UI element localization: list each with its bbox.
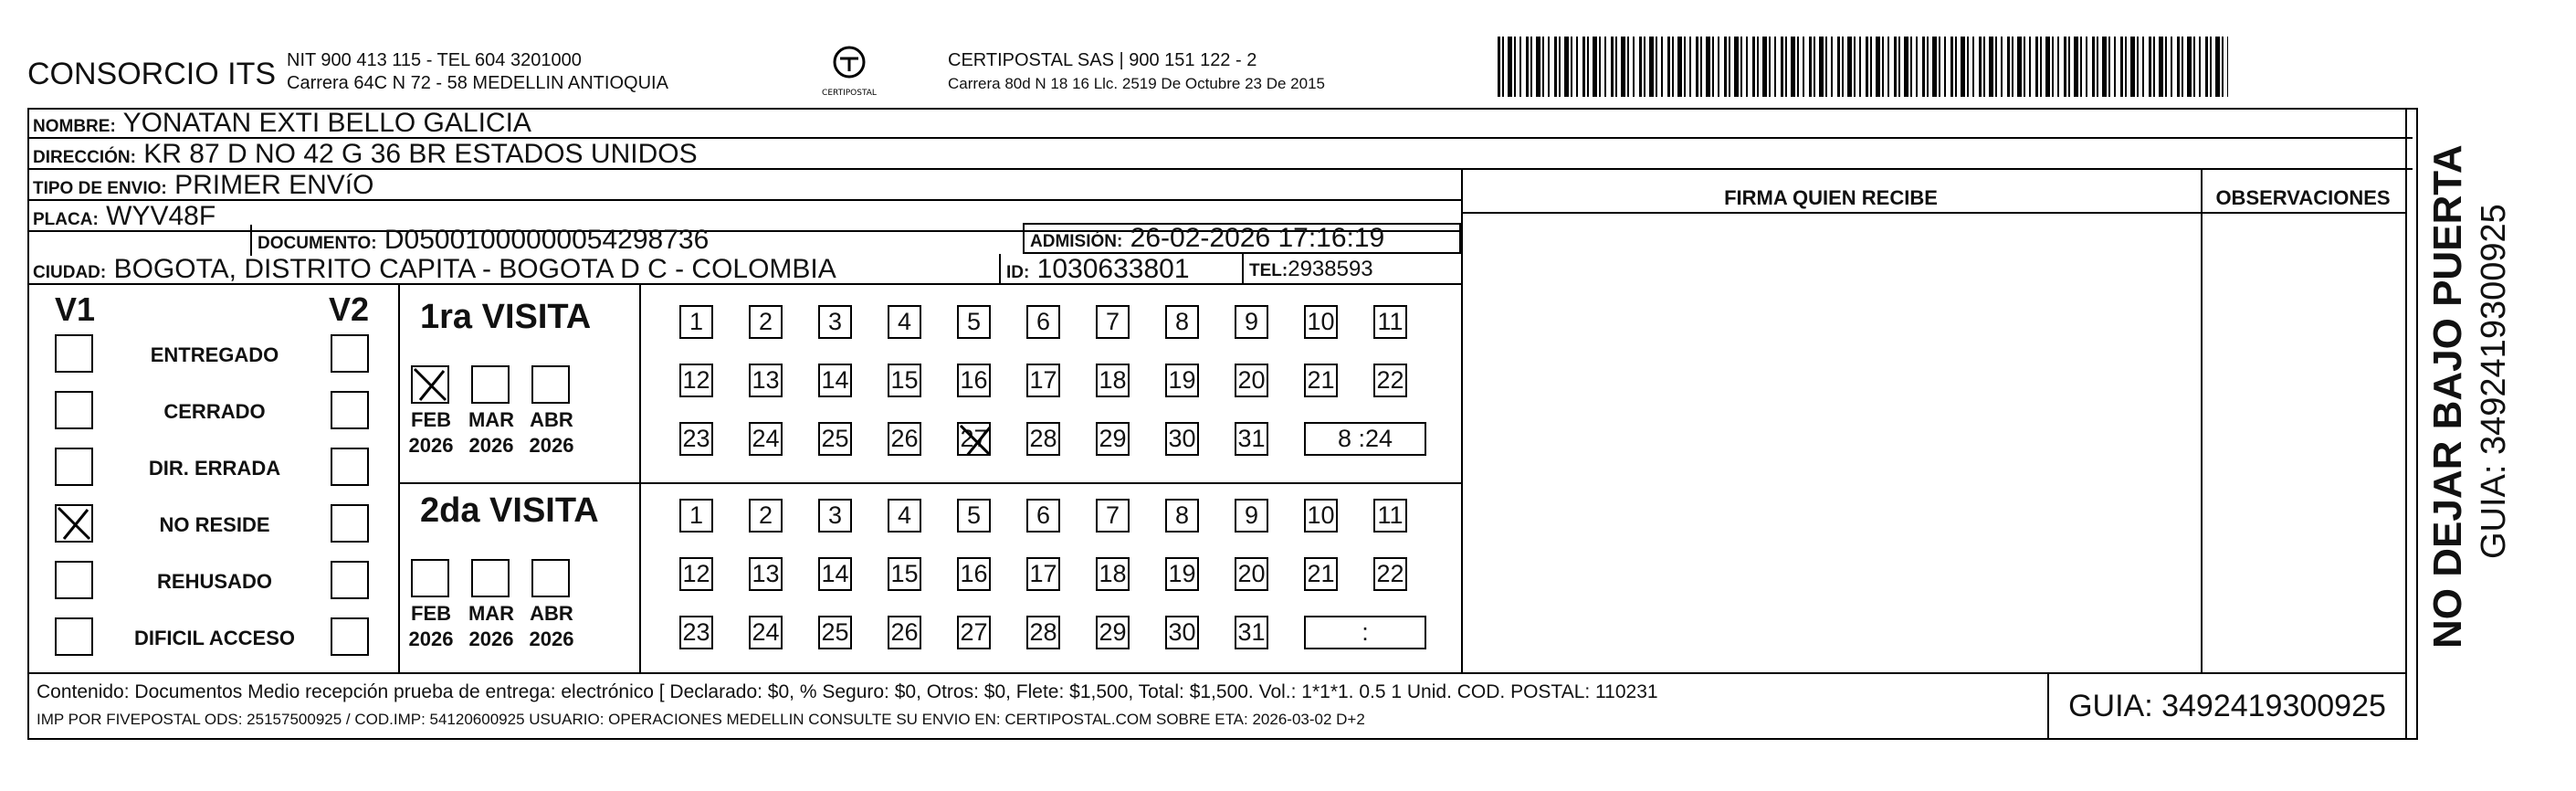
certipostal-line: CERTIPOSTAL SAS | 900 151 122 - 2 bbox=[948, 50, 1257, 70]
month-checkbox[interactable] bbox=[531, 365, 570, 404]
v1-label: V1 bbox=[55, 290, 96, 328]
month-name: FEB bbox=[411, 602, 451, 625]
barcode bbox=[1498, 37, 2228, 97]
id-value: 1030633801 bbox=[1036, 254, 1190, 284]
month-checkbox[interactable] bbox=[411, 559, 449, 597]
day-box[interactable]: 10 bbox=[1304, 305, 1338, 339]
day-box[interactable]: 23 bbox=[679, 616, 713, 649]
status-label: REHUSADO bbox=[157, 570, 272, 593]
status-v2-checkbox[interactable] bbox=[331, 617, 369, 656]
day-box[interactable]: 8 bbox=[1165, 305, 1199, 339]
guia-box: GUIA: 3492419300925 bbox=[2047, 672, 2407, 740]
day-box[interactable]: 18 bbox=[1096, 557, 1130, 591]
day-box[interactable]: 21 bbox=[1304, 364, 1338, 397]
day-box[interactable]: 24 bbox=[749, 616, 783, 649]
month-year: 2026 bbox=[468, 434, 514, 457]
month-year: 2026 bbox=[408, 434, 454, 457]
ciudad-row bbox=[27, 254, 1461, 285]
admision-field bbox=[1023, 223, 1461, 254]
day-box[interactable]: 26 bbox=[888, 422, 921, 456]
visit-separator bbox=[398, 482, 1461, 484]
day-box[interactable]: 2 bbox=[749, 499, 783, 533]
month-name: MAR bbox=[468, 602, 515, 625]
status-label: DIR. ERRADA bbox=[148, 457, 281, 480]
side-guia-text: GUIA: 3492419300925 bbox=[2475, 204, 2513, 559]
placa-value: WYV48F bbox=[106, 201, 216, 231]
month-label bbox=[524, 601, 579, 652]
month-name: ABR bbox=[530, 408, 573, 431]
status-v1-checkbox[interactable] bbox=[55, 561, 93, 599]
month-label bbox=[404, 601, 458, 652]
day-box[interactable]: 28 bbox=[1026, 422, 1060, 456]
day-box[interactable]: 27 bbox=[957, 616, 991, 649]
firma-label: FIRMA QUIEN RECIBE bbox=[1724, 186, 1938, 209]
company-info bbox=[287, 49, 668, 95]
day-box[interactable]: 16 bbox=[957, 364, 991, 397]
status-v1-checkbox[interactable] bbox=[55, 391, 93, 429]
day-box[interactable]: 8 bbox=[1165, 499, 1199, 533]
day-box[interactable]: 29 bbox=[1096, 422, 1130, 456]
month-label bbox=[464, 601, 519, 652]
day-box[interactable]: 31 bbox=[1235, 616, 1268, 649]
status-label: ENTREGADO bbox=[150, 343, 279, 366]
nombre-row bbox=[27, 108, 2413, 139]
direccion-label: DIRECCIÓN: bbox=[33, 148, 136, 167]
status-v2-checkbox[interactable] bbox=[331, 561, 369, 599]
ciudad-label: CIUDAD: bbox=[33, 263, 107, 282]
month-checkbox[interactable] bbox=[471, 365, 510, 404]
firma-left-border bbox=[1461, 170, 1463, 674]
day-box[interactable]: 30 bbox=[1165, 616, 1199, 649]
day-box[interactable]: 20 bbox=[1235, 364, 1268, 397]
status-v1-checkbox[interactable] bbox=[55, 334, 93, 373]
day-box[interactable]: 17 bbox=[1026, 557, 1060, 591]
day-box[interactable]: 30 bbox=[1165, 422, 1199, 456]
day-box[interactable]: 3 bbox=[818, 305, 852, 339]
status-label: CERRADO bbox=[163, 400, 266, 423]
day-box[interactable]: 28 bbox=[1026, 616, 1060, 649]
tel-label: TEL: bbox=[1249, 261, 1288, 280]
day-box[interactable]: 15 bbox=[888, 364, 921, 397]
day-box[interactable]: 14 bbox=[818, 364, 852, 397]
divider bbox=[1242, 254, 1244, 285]
divider bbox=[999, 254, 1001, 285]
tipo-value: PRIMER ENVíO bbox=[174, 170, 374, 200]
day-box[interactable]: 23 bbox=[679, 422, 713, 456]
day-box[interactable]: 16 bbox=[957, 557, 991, 591]
imp-text: IMP POR FIVEPOSTAL ODS: 25157500925 / COD.IMP: 54120600925 USUARIO: OPERACIONES MEDELLIN CONSULTE SU ENVIO EN: CERTIPOSTAL.COM SOBRE ETA: 2026-03-02 D+2 bbox=[37, 711, 1365, 728]
day-box[interactable]: 31 bbox=[1235, 422, 1268, 456]
day-box[interactable]: 7 bbox=[1096, 499, 1130, 533]
day-box[interactable]: 12 bbox=[679, 557, 713, 591]
documento-value: D05001000000054298736 bbox=[384, 225, 710, 255]
day-box[interactable]: 20 bbox=[1235, 557, 1268, 591]
day-box[interactable]: 6 bbox=[1026, 499, 1060, 533]
month-year: 2026 bbox=[529, 628, 574, 650]
day-box[interactable]: 25 bbox=[818, 616, 852, 649]
day-box[interactable]: 1 bbox=[679, 305, 713, 339]
status-v2-checkbox[interactable] bbox=[331, 391, 369, 429]
status-label: NO RESIDE bbox=[159, 513, 270, 536]
day-box[interactable]: 25 bbox=[818, 422, 852, 456]
month-year: 2026 bbox=[468, 628, 514, 650]
month-year: 2026 bbox=[529, 434, 574, 457]
contenido-text: Contenido: Documentos Medio recepción prueba de entrega: electrónico [ Declarado: $0, % Seguro: $0, Otros: $0, Flete: $1,500, Total: $1,500. Vol.: 1*1*1. 0.5 1 Unid. COD. POSTAL: 110231 bbox=[37, 681, 1658, 702]
tel-field bbox=[1249, 254, 1373, 287]
ciudad-value: BOGOTA, DISTRITO CAPITA - BOGOTA D C - COLOMBIA bbox=[113, 254, 836, 284]
month-name: FEB bbox=[411, 408, 451, 431]
day-box[interactable]: 11 bbox=[1373, 499, 1407, 533]
status-v2-checkbox[interactable] bbox=[331, 504, 369, 543]
day-box[interactable]: 19 bbox=[1165, 557, 1199, 591]
direccion-value: KR 87 D NO 42 G 36 BR ESTADOS UNIDOS bbox=[143, 139, 698, 169]
divider bbox=[250, 225, 252, 256]
day-box[interactable]: 9 bbox=[1235, 305, 1268, 339]
day-box[interactable]: 10 bbox=[1304, 499, 1338, 533]
day-box[interactable]: 26 bbox=[888, 616, 921, 649]
day-box[interactable]: 4 bbox=[888, 499, 921, 533]
nombre-value: YONATAN EXTI BELLO GALICIA bbox=[122, 108, 531, 138]
day-box[interactable]: 1 bbox=[679, 499, 713, 533]
admision-label: ADMISIÓN: bbox=[1030, 232, 1123, 251]
day-box[interactable]: 14 bbox=[818, 557, 852, 591]
month-label bbox=[404, 407, 458, 459]
tipo-label: TIPO DE ENVIO: bbox=[33, 179, 167, 198]
logo-text: CERTIPOSTAL bbox=[822, 89, 877, 98]
day-box[interactable]: 11 bbox=[1373, 305, 1407, 339]
admision-value: 26-02-2026 17:16:19 bbox=[1130, 223, 1385, 253]
day-box[interactable]: 18 bbox=[1096, 364, 1130, 397]
tel-value: 2938593 bbox=[1288, 257, 1373, 281]
day-box[interactable]: 12 bbox=[679, 364, 713, 397]
status-v1-checkbox[interactable] bbox=[55, 448, 93, 486]
month-checkbox[interactable] bbox=[471, 559, 510, 597]
no-dejar-text: NO DEJAR BAJO PUERTA bbox=[2425, 144, 2470, 649]
day-box[interactable]: 9 bbox=[1235, 499, 1268, 533]
status-v1-checkbox[interactable] bbox=[55, 617, 93, 656]
nit-line: NIT 900 413 115 - TEL 604 3201000 bbox=[287, 50, 582, 70]
certipostal-address: Carrera 80d N 18 16 Llc. 2519 De Octubre 23 De 2015 bbox=[948, 75, 1325, 92]
month-year: 2026 bbox=[408, 628, 454, 650]
status-v2-checkbox[interactable] bbox=[331, 448, 369, 486]
day-box[interactable]: 15 bbox=[888, 557, 921, 591]
month-label bbox=[464, 407, 519, 459]
id-label: ID: bbox=[1006, 263, 1030, 282]
day-box[interactable]: 24 bbox=[749, 422, 783, 456]
day-box[interactable]: 3 bbox=[818, 499, 852, 533]
day-box[interactable]: 27 bbox=[957, 422, 991, 456]
month-label bbox=[524, 407, 579, 459]
direccion-row bbox=[27, 139, 2413, 170]
day-box[interactable]: 13 bbox=[749, 557, 783, 591]
v2-label: V2 bbox=[329, 290, 370, 328]
obs-left-border bbox=[2201, 170, 2203, 674]
tipo-row bbox=[27, 170, 1461, 201]
day-box[interactable]: 5 bbox=[957, 499, 991, 533]
day-box[interactable]: 13 bbox=[749, 364, 783, 397]
status-label: DIFICIL ACCESO bbox=[133, 627, 295, 649]
day-box[interactable]: 22 bbox=[1373, 364, 1407, 397]
address-line: Carrera 64C N 72 - 58 MEDELLIN ANTIOQUIA bbox=[287, 73, 668, 93]
day-box[interactable]: 6 bbox=[1026, 305, 1060, 339]
month-name: MAR bbox=[468, 408, 515, 431]
status-v1-checkbox[interactable] bbox=[55, 504, 93, 543]
nombre-label: NOMBRE: bbox=[33, 117, 116, 136]
day-box[interactable]: 17 bbox=[1026, 364, 1060, 397]
right-border bbox=[2405, 108, 2407, 674]
id-field bbox=[1006, 254, 1190, 289]
time-box[interactable]: : bbox=[1304, 616, 1426, 649]
day-box[interactable]: 4 bbox=[888, 305, 921, 339]
observaciones-label: OBSERVACIONES bbox=[2215, 186, 2391, 209]
day-box[interactable]: 5 bbox=[957, 305, 991, 339]
documento-label: DOCUMENTO: bbox=[258, 234, 377, 253]
day-box[interactable]: 21 bbox=[1304, 557, 1338, 591]
certipostal-info bbox=[948, 49, 1325, 95]
placa-label: PLACA: bbox=[33, 210, 99, 229]
company-name: CONSORCIO ITS bbox=[27, 57, 277, 91]
month-checkbox[interactable] bbox=[411, 365, 449, 404]
time-box[interactable]: 8 :24 bbox=[1304, 422, 1426, 456]
certipostal-logo bbox=[822, 40, 877, 113]
day-box[interactable]: 19 bbox=[1165, 364, 1199, 397]
day-box[interactable]: 22 bbox=[1373, 557, 1407, 591]
visit1-title: 1ra VISITA bbox=[420, 298, 592, 336]
day-box[interactable]: 29 bbox=[1096, 616, 1130, 649]
month-checkbox[interactable] bbox=[531, 559, 570, 597]
status-divider bbox=[398, 285, 400, 674]
month-name: ABR bbox=[530, 602, 573, 625]
firma-header-line bbox=[1461, 212, 2407, 214]
day-box[interactable]: 7 bbox=[1096, 305, 1130, 339]
status-v2-checkbox[interactable] bbox=[331, 334, 369, 373]
day-box[interactable]: 2 bbox=[749, 305, 783, 339]
visit2-title: 2da VISITA bbox=[420, 491, 599, 530]
visit-divider bbox=[639, 285, 641, 674]
